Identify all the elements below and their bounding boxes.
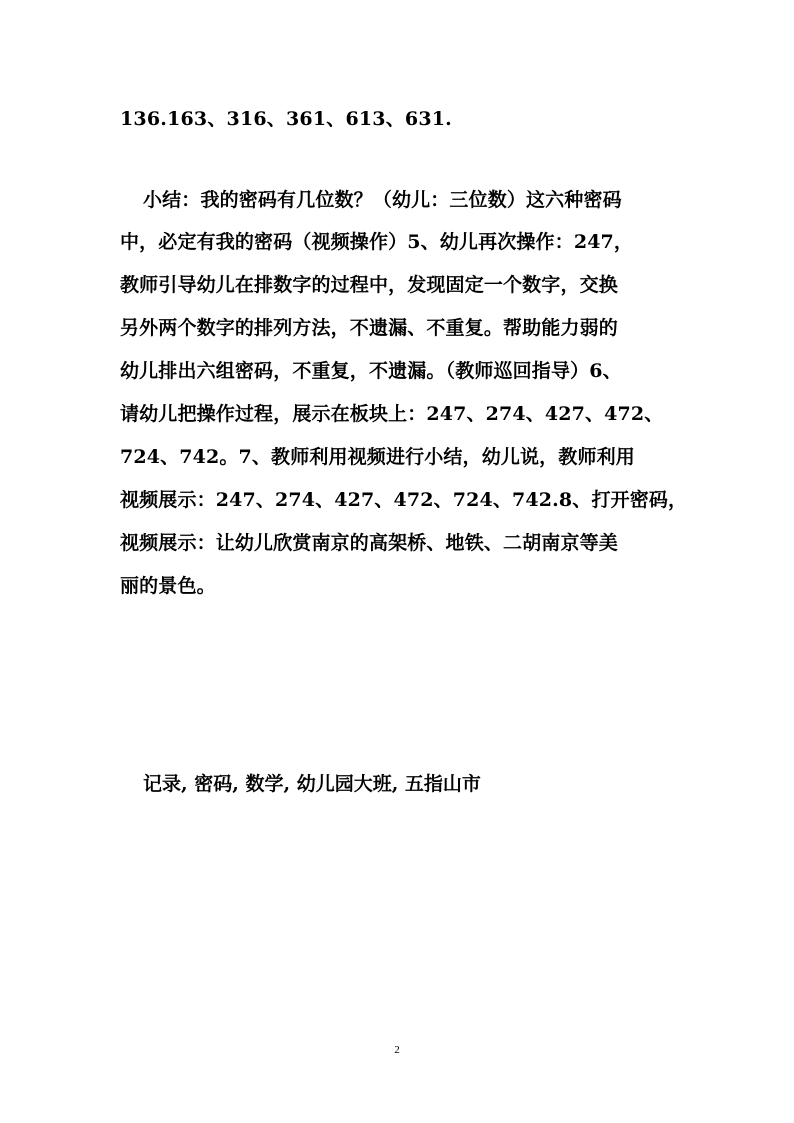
summary-line-9: 视频展示：让幼儿欣赏南京的高架桥、地铁、二胡南京等美 — [120, 532, 618, 554]
summary-line-10: 丽的景色。 — [120, 575, 216, 597]
summary-line-6: 请幼儿把操作过程，展示在板块上：247、274、427、472、 — [120, 403, 664, 425]
number-sequence-line: 136.163、316、361、613、631. — [120, 108, 452, 130]
page-number: 2 — [394, 1044, 400, 1056]
summary-line-1: 小结：我的密码有几位数？（幼儿：三位数）这六种密码 — [143, 189, 622, 211]
summary-line-5: 幼儿排出六组密码，不重复，不遗漏。（教师巡回指导）6、 — [120, 360, 622, 382]
summary-line-2: 中，必定有我的密码（视频操作）5、幼儿再次操作：247， — [120, 231, 634, 253]
summary-line-3: 教师引导幼儿在排数字的过程中，发现固定一个数字，交换 — [120, 274, 618, 296]
summary-line-7: 724、742。7、教师利用视频进行小结，幼儿说，教师利用 — [120, 446, 635, 468]
summary-line-8: 视频展示：247、274、427、472、724、742.8、打开密码， — [120, 489, 688, 511]
keywords-line: 记录, 密码, 数学, 幼儿园大班, 五指山市 — [143, 773, 481, 795]
summary-line-4: 另外两个数字的排列方法，不遗漏、不重复。帮助能力弱的 — [120, 317, 618, 339]
